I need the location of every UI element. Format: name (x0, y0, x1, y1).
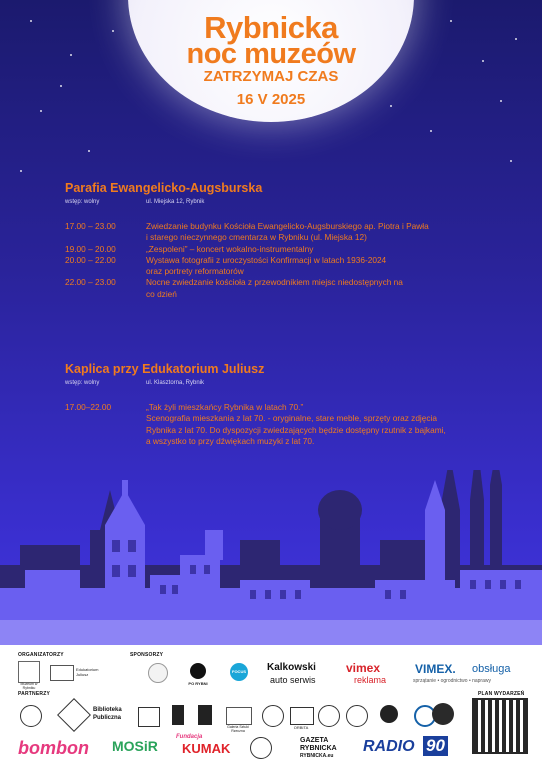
partner-logo-1 (20, 705, 42, 727)
biblioteka-name: Biblioteka (93, 707, 122, 713)
kumak-pre: Fundacja (176, 734, 203, 740)
bombon-logo: bombon (18, 738, 89, 758)
organizers-label: ORGANIZATORZY (18, 652, 64, 658)
section-meta (65, 376, 485, 390)
edukatorium-name: Edukatorium Juliusz (76, 667, 99, 677)
entry-info: wstęp: wolny (65, 199, 100, 205)
event-desc: Wystawa fotografii z uroczystości Konfirmacji w latach 1936-2024 (146, 254, 387, 265)
event-date: 16 V 2025 (236, 91, 306, 108)
event-desc: Rybnika z lat 70. Do dyspozycji zwiedzających będzie dostępny rzutnik z bajkami, (146, 424, 446, 435)
kalkowski-sub: auto serwis (270, 675, 316, 685)
muzeum-name: Muzeum w Rybniku (20, 682, 38, 690)
address: ul. Klasztorna, Rybnik (146, 380, 205, 386)
partner-logo-church-1 (138, 707, 160, 727)
qr-code-icon[interactable] (472, 698, 528, 754)
partner-logo-church-3 (198, 705, 212, 725)
kalkowski-name: Kalkowski (267, 662, 316, 673)
muzeum-logo (18, 661, 40, 683)
event-desc: a wszystko to przy dźwiękach muzyki z lat 70. (146, 435, 315, 446)
event-desc: Nocne zwiedzanie kościoła z przewodnikiem miejsc niedostępnych na (146, 277, 403, 288)
section-parafia (65, 181, 485, 300)
partner-logo-7 (380, 705, 398, 723)
event-time: 17.00 – 23.00 (65, 221, 116, 231)
partner-logo-2 (57, 698, 91, 732)
vimex-reklama-name: vimex (346, 661, 381, 675)
event-desc: oraz portrety reformatorów (146, 266, 244, 277)
galeria-name: Galeria Sztuki Rzeczna (227, 725, 249, 733)
biblioteka-sub: Publiczna (93, 715, 122, 721)
entry-info: wstęp: wolny (65, 380, 100, 386)
event-time: 20.00 – 22.00 (65, 254, 116, 265)
event-desc: „Zespoleni” – koncert wokalno-instrumentalny (146, 243, 314, 254)
event-row (65, 277, 485, 300)
event-row (65, 402, 485, 447)
section-kaplica (65, 362, 485, 447)
partner-logo-4 (262, 705, 284, 727)
sponsor-logo-1 (148, 663, 168, 683)
partners-label: PARTNERZY (18, 691, 50, 697)
city-skyline-illustration (0, 470, 542, 645)
kumak-logo: KUMAK (182, 741, 231, 756)
vimex-reklama-sub: reklama (354, 675, 387, 685)
sponsors-footer (0, 645, 542, 768)
event-desc: Zwiedzanie budynku Kościoła Ewangelicko-Augsburskiego ap. Piotra i Pawła (146, 221, 429, 231)
partner-logo-9 (432, 703, 454, 725)
event-time: 17.00–22.00 (65, 402, 112, 412)
partner-logo-10 (250, 737, 272, 759)
sponsors-label: SPONSORZY (130, 652, 164, 658)
vimex-obsluga-sub: sprzątanie • ogrodnictwo • naprawy (413, 678, 491, 684)
event-row (65, 221, 485, 244)
address: ul. Miejska 12, Rybnik (146, 199, 205, 205)
title-line-2: noc muzeów (186, 38, 356, 70)
event-time: 22.00 – 23.00 (65, 277, 116, 288)
vimex-obsluga-word: obsługa (472, 663, 511, 675)
edukatorium-logo (50, 665, 74, 681)
radio-logo: RADIO (363, 738, 415, 755)
gazeta-line3: RYBNICKA.eu (300, 753, 334, 759)
podsyrenka-logo (190, 663, 206, 679)
event-row (65, 255, 485, 278)
partner-logo-5 (318, 705, 340, 727)
event-time: 19.00 – 20.00 (65, 243, 116, 254)
orbita-logo (290, 707, 314, 725)
vimex-obsluga-name: VIMEX. (415, 662, 456, 676)
orbita-name: ORBITA (293, 725, 309, 730)
subtitle: ZATRZYMAJ CZAS (203, 68, 339, 85)
section-title: Kaplica przy Edukatorium Juliusz (65, 362, 265, 376)
partner-logo-6 (346, 705, 368, 727)
galeria-logo (226, 707, 252, 725)
focus-name: FOCUS (232, 669, 246, 674)
gazeta-line1: GAZETA (300, 737, 329, 744)
event-desc: Scenografia mieszkania z lat 70. - oryginalne, stare meble, sprzęty oraz zdjęcia (146, 413, 437, 424)
event-row (65, 244, 485, 255)
section-title: Parafia Ewangelicko-Augsburska (65, 181, 263, 195)
radio-number: 90 (423, 736, 448, 756)
event-desc: „Tak żyli mieszkańcy Rybnika w latach 70.” (146, 402, 304, 412)
mosir-logo: MOSiR (112, 738, 158, 754)
plan-label: PLAN WYDARZEŃ (478, 691, 525, 697)
partner-logo-church-2 (172, 705, 184, 725)
event-desc: co dzień (146, 288, 177, 299)
title-line-1: Rybnicka (204, 10, 338, 45)
gazeta-line2: RYBNICKA (300, 745, 337, 752)
podsyrenka-name: PO RYBNI (188, 681, 208, 686)
event-desc: i starego nieczynnego cmentarza w Rybniku (ul. Miejska 12) (146, 232, 367, 243)
section-meta (65, 195, 485, 209)
